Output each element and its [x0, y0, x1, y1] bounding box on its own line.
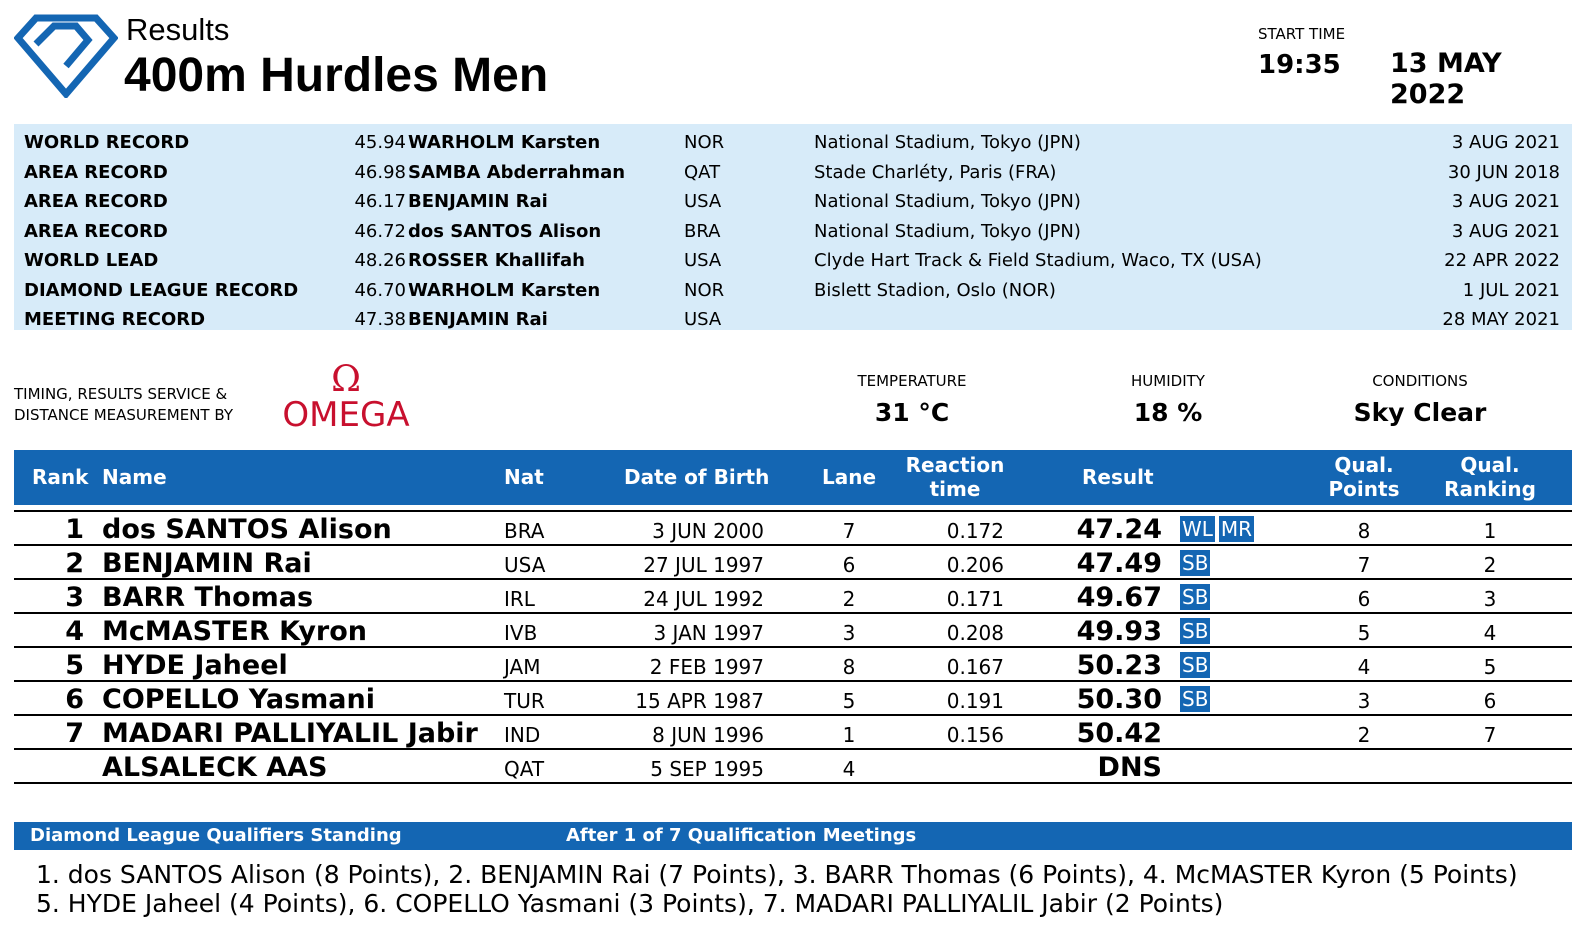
athlete-name: BARR Thomas [102, 582, 314, 613]
record-type: WORLD LEAD [24, 250, 159, 271]
record-date: 3 AUG 2021 [1451, 132, 1560, 153]
athlete-qual-ranking: 1 [1483, 519, 1497, 543]
athlete-dob: 27 JUL 1997 [643, 553, 764, 577]
omega-wordmark: OMEGA [282, 395, 410, 435]
omega-logo [272, 359, 420, 435]
result-badges [1180, 618, 1214, 644]
record-holder: BENJAMIN Rai [408, 191, 548, 212]
athlete-qual-points: 7 [1357, 553, 1371, 577]
athlete-name: McMASTER Kyron [102, 616, 368, 647]
athlete-dob: 5 SEP 1995 [650, 757, 764, 781]
record-date: 22 APR 2022 [1444, 250, 1560, 271]
table-row [14, 614, 1572, 648]
athlete-nat: IVB [504, 621, 538, 645]
athlete-qual-points: 5 [1357, 621, 1371, 645]
result-badge: SB [1182, 687, 1209, 711]
athlete-lane: 8 [842, 655, 856, 679]
standings-line2: 5. HYDE Jaheel (4 Points), 6. COPELLO Yasmani (3 Points), 7. MADARI PALLIYALIL Jabir (2 Points) [36, 889, 1224, 918]
table-row [14, 546, 1572, 580]
record-venue: Stade Charléty, Paris (FRA) [814, 161, 1057, 183]
conditions-label: CONDITIONS [1372, 372, 1468, 390]
athlete-result: 49.67 [1076, 582, 1162, 613]
athlete-lane: 1 [842, 723, 856, 747]
header-reaction-line2: time [929, 477, 981, 501]
record-mark: 46.70 [354, 279, 406, 301]
result-badge: SB [1182, 619, 1209, 643]
record-type: AREA RECORD [24, 191, 168, 212]
record-holder: ROSSER Khallifah [408, 250, 585, 271]
record-row [14, 217, 1572, 247]
header-qual-ranking [1440, 453, 1540, 501]
record-row [14, 187, 1572, 217]
record-type: AREA RECORD [24, 220, 168, 242]
header-dob: Date of Birth [624, 465, 770, 489]
standings-line1: 1. dos SANTOS Alison (8 Points), 2. BENJAMIN Rai (7 Points), 3. BARR Thomas (6 Points), 4. McMASTER Kyron (5 Points) [36, 860, 1518, 889]
record-holder: WARHOLM Karsten [408, 279, 601, 301]
athlete-rank: 3 [65, 582, 84, 613]
athlete-dob: 2 FEB 1997 [649, 655, 764, 679]
athlete-nat: IND [504, 723, 541, 747]
record-row [14, 128, 1572, 158]
athlete-lane: 5 [842, 689, 856, 713]
athlete-rank: 2 [65, 548, 84, 579]
athlete-rank: 1 [65, 514, 84, 545]
athlete-rank: 4 [65, 616, 84, 647]
results-table-header [14, 450, 1572, 505]
result-badges [1180, 516, 1258, 542]
table-row [14, 750, 1572, 784]
temperature-block [852, 372, 972, 427]
record-nat: BRA [684, 220, 721, 242]
standings-title: Diamond League Qualifiers Standing [30, 825, 402, 846]
timing-label-line2: DISTANCE MEASUREMENT BY [14, 406, 233, 424]
athlete-result: 50.23 [1076, 650, 1162, 681]
timing-label [14, 384, 254, 426]
athlete-qual-points: 3 [1357, 689, 1371, 713]
record-type: MEETING RECORD [24, 309, 206, 330]
athlete-rank: 6 [65, 684, 84, 715]
result-badge: WL [1182, 517, 1213, 541]
record-mark: 48.26 [354, 250, 406, 271]
result-badges [1180, 584, 1214, 610]
athlete-dob: 8 JUN 1996 [652, 723, 764, 747]
standings-subtitle: After 1 of 7 Qualification Meetings [566, 825, 917, 846]
record-date: 3 AUG 2021 [1451, 220, 1560, 242]
athlete-qual-points: 2 [1357, 723, 1371, 747]
record-mark: 46.98 [354, 161, 406, 183]
table-row [14, 648, 1572, 682]
record-venue: Clyde Hart Track & Field Stadium, Waco, TX (USA) [814, 250, 1262, 271]
record-date: 1 JUL 2021 [1462, 279, 1560, 301]
athlete-lane: 6 [842, 553, 856, 577]
table-row [14, 682, 1572, 716]
record-mark: 47.38 [354, 309, 406, 330]
header-reaction-line1: Reaction [905, 453, 1005, 477]
omega-symbol: Ω [331, 359, 361, 400]
athlete-dob: 3 JUN 2000 [652, 519, 764, 543]
record-type: DIAMOND LEAGUE RECORD [24, 279, 299, 301]
athlete-lane: 3 [842, 621, 856, 645]
athlete-reaction: 0.172 [946, 519, 1004, 543]
result-badge: SB [1182, 585, 1209, 609]
start-time: 19:35 [1258, 50, 1341, 80]
record-holder: WARHOLM Karsten [408, 132, 601, 153]
athlete-result: 50.30 [1076, 684, 1162, 715]
record-nat: USA [684, 309, 722, 330]
record-row [14, 276, 1572, 306]
record-type: WORLD RECORD [24, 132, 190, 153]
athlete-nat: BRA [504, 519, 545, 543]
record-date: 28 MAY 2021 [1442, 309, 1560, 330]
athlete-dob: 3 JAN 1997 [653, 621, 764, 645]
humidity-label: HUMIDITY [1131, 372, 1205, 390]
record-nat: USA [684, 250, 722, 271]
header-rank: Rank [32, 465, 89, 489]
header-lane: Lane [822, 465, 877, 489]
record-date: 3 AUG 2021 [1451, 191, 1560, 212]
table-row [14, 512, 1572, 546]
athlete-nat: QAT [504, 757, 545, 781]
athlete-reaction: 0.208 [946, 621, 1004, 645]
athlete-nat: IRL [504, 587, 535, 611]
athlete-qual-ranking: 6 [1483, 689, 1497, 713]
header-qual-points [1324, 453, 1404, 501]
athlete-qual-ranking: 2 [1483, 553, 1497, 577]
athlete-nat: JAM [504, 655, 541, 679]
diamond-league-icon [14, 14, 118, 98]
athlete-qual-ranking: 4 [1483, 621, 1497, 645]
athlete-reaction: 0.167 [946, 655, 1004, 679]
athlete-qual-points: 4 [1357, 655, 1371, 679]
header-reaction [900, 453, 1010, 501]
athlete-rank: 7 [65, 718, 84, 749]
athlete-reaction: 0.206 [946, 553, 1004, 577]
header-qual-ranking-line2: Ranking [1444, 477, 1536, 501]
conditions-value: Sky Clear [1353, 398, 1487, 427]
athlete-nat: USA [504, 553, 546, 577]
temperature-label: TEMPERATURE [857, 372, 967, 390]
record-nat: USA [684, 191, 722, 212]
result-badge: SB [1182, 551, 1209, 575]
athlete-dob: 24 JUL 1992 [643, 587, 764, 611]
result-badges [1180, 686, 1214, 712]
start-time-label: START TIME [1258, 25, 1346, 43]
athlete-result: DNS [1097, 752, 1162, 783]
athlete-name: ALSALECK AAS [102, 752, 328, 783]
header-qual-ranking-line1: Qual. [1460, 453, 1520, 477]
athlete-reaction: 0.156 [946, 723, 1004, 747]
standings-text [36, 860, 1518, 918]
result-badge: SB [1182, 653, 1209, 677]
athlete-dob: 15 APR 1987 [635, 689, 764, 713]
athlete-qual-points: 6 [1357, 587, 1371, 611]
result-badges [1180, 550, 1214, 576]
athlete-lane: 2 [842, 587, 856, 611]
record-nat: NOR [684, 132, 725, 153]
record-holder: dos SANTOS Alison [408, 220, 602, 242]
athlete-name: dos SANTOS Alison [102, 514, 392, 545]
record-row [14, 158, 1572, 188]
humidity-value: 18 % [1133, 398, 1203, 427]
athlete-name: MADARI PALLIYALIL Jabir [102, 718, 478, 749]
timing-label-line1: TIMING, RESULTS SERVICE & [14, 385, 228, 403]
athlete-lane: 7 [842, 519, 856, 543]
athlete-qual-ranking: 5 [1483, 655, 1497, 679]
record-venue: Bislett Stadion, Oslo (NOR) [814, 279, 1056, 301]
table-row [14, 716, 1572, 750]
athlete-result: 49.93 [1076, 616, 1162, 647]
table-row [14, 580, 1572, 614]
record-mark: 45.94 [354, 132, 406, 153]
athlete-name: BENJAMIN Rai [102, 548, 312, 579]
athlete-result: 47.24 [1076, 514, 1162, 545]
results-label: Results [126, 12, 230, 47]
temperature-value: 31 °C [874, 398, 950, 427]
record-venue: National Stadium, Tokyo (JPN) [814, 220, 1081, 242]
record-holder: SAMBA Abderrahman [408, 161, 626, 183]
athlete-nat: TUR [504, 689, 545, 713]
event-title: 400m Hurdles Men [124, 49, 549, 102]
record-nat: NOR [684, 279, 725, 301]
record-venue: National Stadium, Tokyo (JPN) [814, 132, 1081, 153]
header-qual-points-line2: Points [1328, 477, 1400, 501]
result-badge: MR [1220, 517, 1253, 541]
standings-bar [14, 822, 1572, 850]
athlete-qual-points: 8 [1357, 519, 1371, 543]
record-date: 30 JUN 2018 [1447, 161, 1560, 183]
athlete-name: HYDE Jaheel [102, 650, 288, 681]
athlete-reaction: 0.171 [946, 587, 1004, 611]
event-date: 13 MAY 2022 [1390, 48, 1502, 110]
record-mark: 46.17 [354, 191, 406, 212]
record-venue: National Stadium, Tokyo (JPN) [814, 191, 1081, 212]
records-table [14, 124, 1572, 330]
athlete-result: 47.49 [1076, 548, 1162, 579]
conditions-block [1345, 372, 1495, 427]
athlete-rank: 5 [65, 650, 84, 681]
header-result: Result [1082, 465, 1154, 489]
athlete-lane: 4 [842, 757, 856, 781]
record-row [14, 246, 1572, 276]
athlete-name: COPELLO Yasmani [102, 684, 375, 715]
record-mark: 46.72 [354, 220, 406, 242]
athlete-qual-ranking: 7 [1483, 723, 1497, 747]
record-type: AREA RECORD [24, 161, 168, 183]
header-qual-points-line1: Qual. [1334, 453, 1394, 477]
record-nat: QAT [684, 161, 721, 183]
record-row [14, 305, 1572, 335]
athlete-reaction: 0.191 [946, 689, 1004, 713]
result-badges [1180, 652, 1214, 678]
humidity-block [1108, 372, 1228, 427]
athlete-result: 50.42 [1076, 718, 1162, 749]
header-nat: Nat [504, 465, 544, 489]
record-holder: BENJAMIN Rai [408, 309, 548, 330]
table-top-rule [14, 510, 1572, 512]
header-name: Name [102, 465, 167, 489]
athlete-qual-ranking: 3 [1483, 587, 1497, 611]
